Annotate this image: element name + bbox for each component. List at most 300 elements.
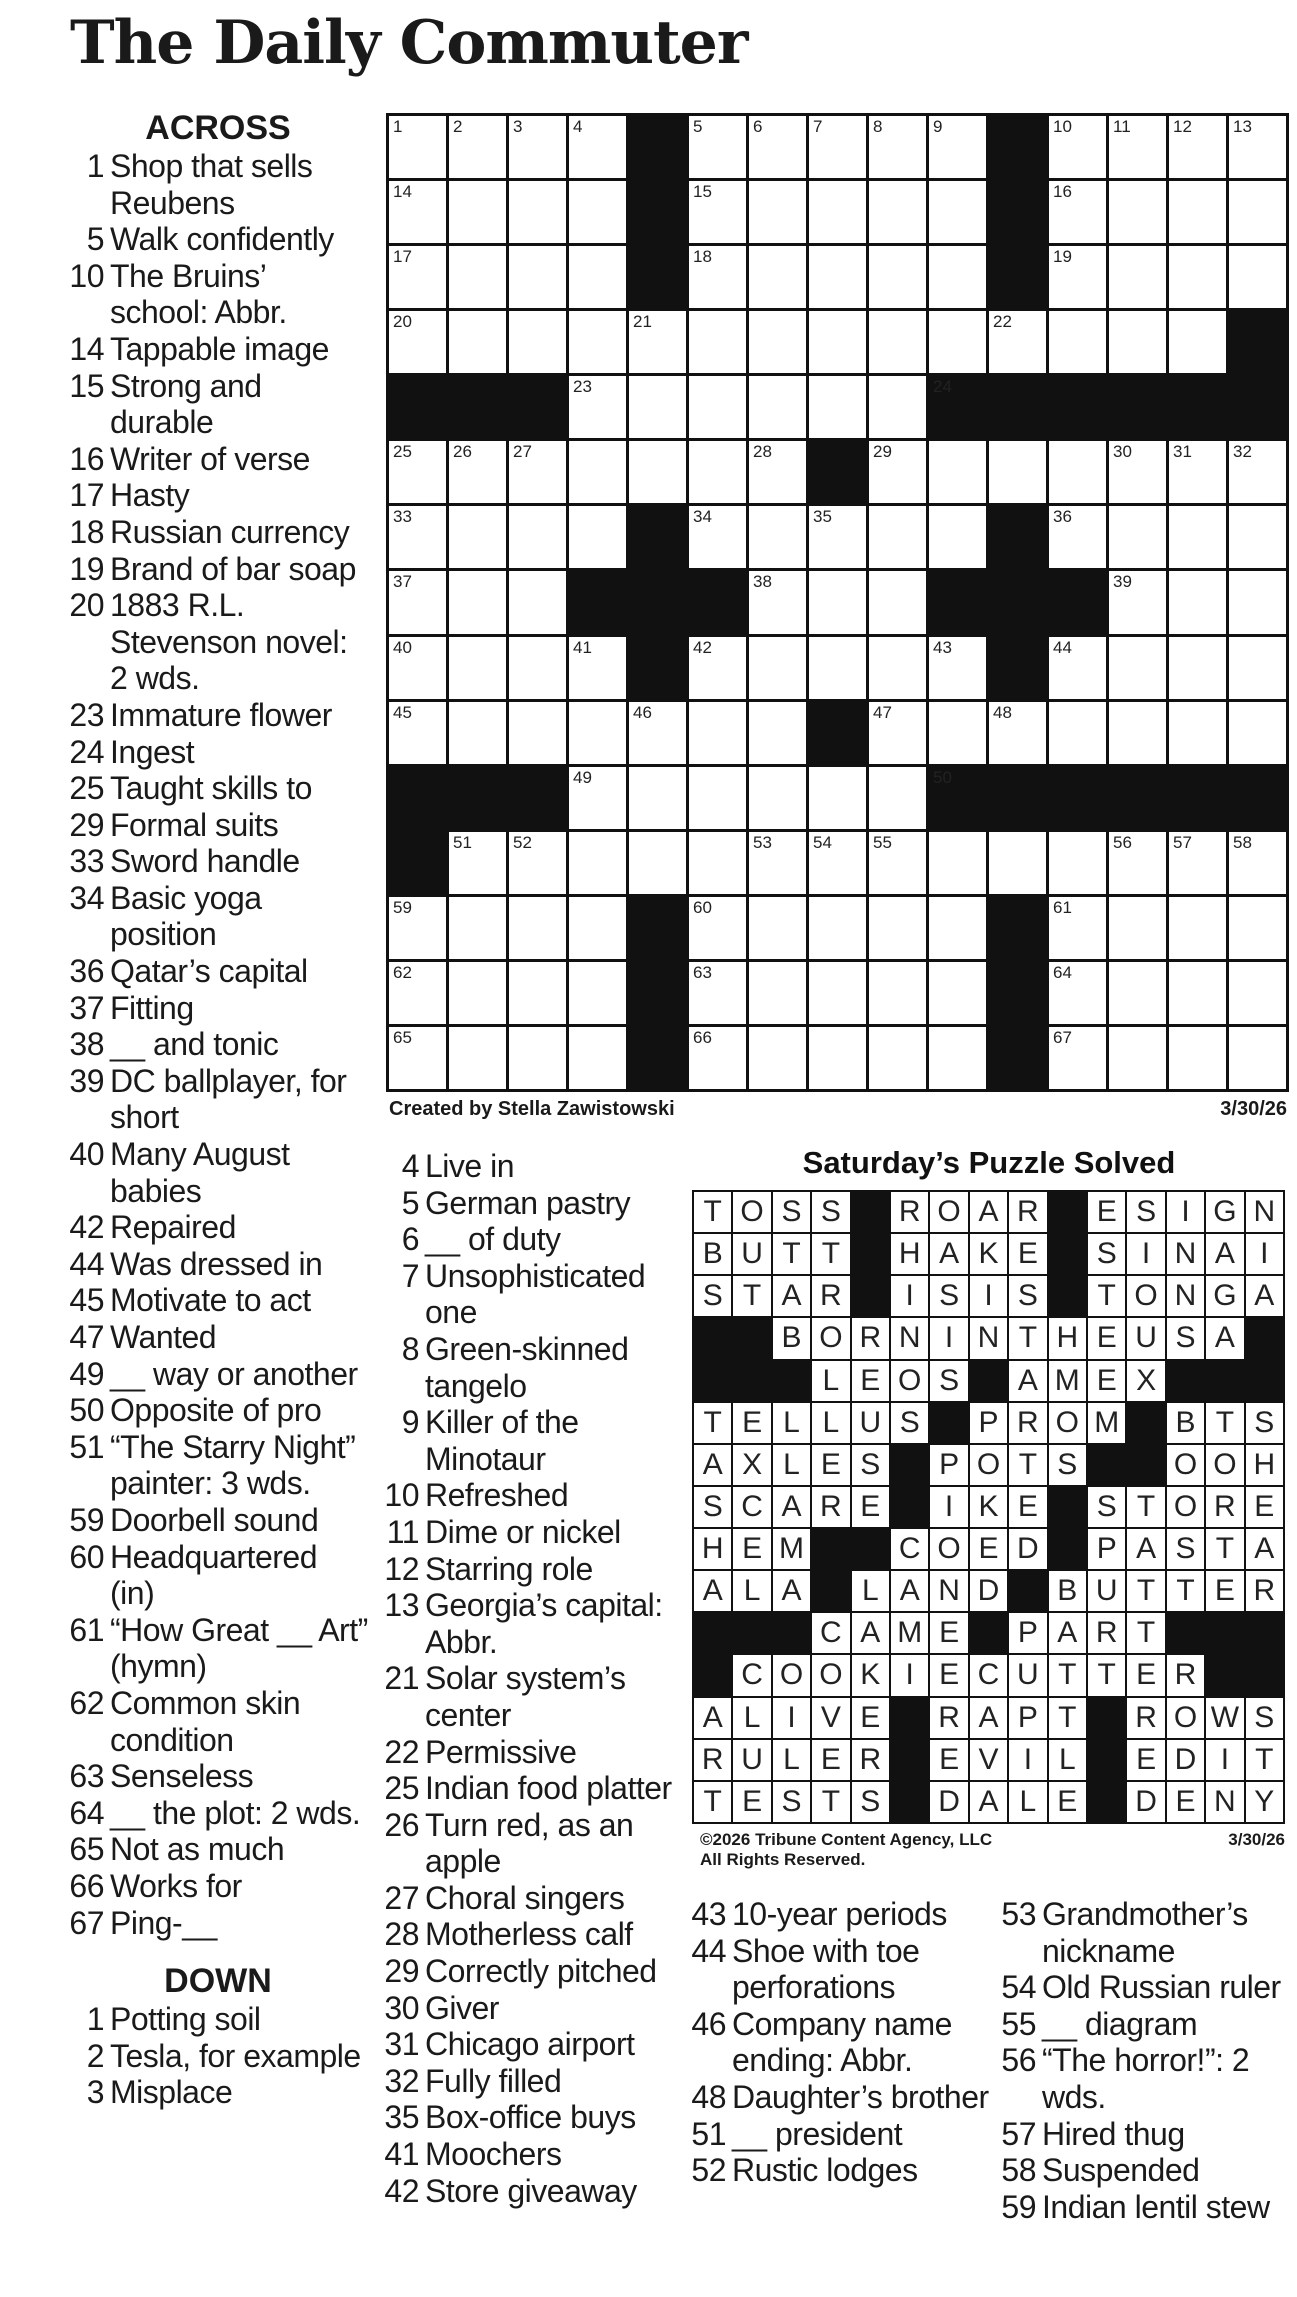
grid-cell[interactable]	[809, 116, 866, 178]
solution-letter: E	[860, 1489, 881, 1523]
grid-cell[interactable]	[1169, 962, 1226, 1024]
grid-cell[interactable]	[1169, 116, 1226, 178]
solution-letter: A	[1214, 1237, 1235, 1271]
solution-cell	[1246, 1445, 1283, 1485]
clue-text: Immature flower	[110, 696, 332, 733]
grid-cell[interactable]	[1169, 637, 1226, 699]
grid-cell[interactable]	[809, 832, 866, 894]
cell-number: 23	[573, 377, 592, 397]
solution-cell	[1167, 1445, 1204, 1485]
grid-cell[interactable]	[989, 441, 1046, 503]
down-clue-58	[1000, 2152, 1297, 2189]
solution-letter: E	[939, 1616, 960, 1650]
grid-cell[interactable]	[749, 832, 806, 894]
solution-cell	[852, 1571, 889, 1611]
grid-cell[interactable]	[389, 637, 446, 699]
solution-letter: H	[1253, 1447, 1276, 1481]
across-clue-25	[68, 770, 368, 807]
grid-cell[interactable]	[509, 832, 566, 894]
grid-cell[interactable]	[569, 441, 626, 503]
grid-cell[interactable]	[1229, 181, 1286, 243]
across-clue-20	[68, 587, 368, 697]
grid-cell[interactable]	[1049, 311, 1106, 373]
grid-cell[interactable]	[389, 702, 446, 764]
grid-cell[interactable]	[1049, 702, 1106, 764]
black-square	[1169, 376, 1226, 438]
cell-number: 7	[813, 117, 823, 136]
grid-cell[interactable]	[929, 311, 986, 373]
grid-cell[interactable]	[449, 1027, 506, 1089]
grid-cell[interactable]	[1109, 181, 1166, 243]
grid-cell[interactable]	[1169, 311, 1226, 373]
grid-cell[interactable]	[749, 962, 806, 1024]
solution-cell	[1246, 1487, 1283, 1527]
solution-letter: T	[1215, 1405, 1235, 1439]
grid-cell[interactable]	[749, 181, 806, 243]
grid-cell[interactable]	[1049, 116, 1106, 178]
grid-cell[interactable]	[749, 637, 806, 699]
grid-cell[interactable]	[1049, 832, 1106, 894]
solution-letter: E	[1057, 1784, 1078, 1818]
clue-number: 50	[69, 1392, 104, 1429]
grid-cell[interactable]	[1229, 897, 1286, 959]
grid-cell[interactable]	[1049, 181, 1106, 243]
cell-number: 11	[1113, 117, 1131, 136]
solution-letter: R	[859, 1742, 882, 1776]
grid-cell[interactable]	[569, 637, 626, 699]
grid-cell[interactable]	[629, 832, 686, 894]
grid-cell[interactable]	[1109, 311, 1166, 373]
solution-black-square	[694, 1613, 731, 1653]
grid-cell[interactable]	[1229, 1027, 1286, 1089]
grid-cell[interactable]	[809, 181, 866, 243]
grid-cell[interactable]	[449, 637, 506, 699]
grid-cell[interactable]	[569, 376, 626, 438]
grid-cell[interactable]	[389, 311, 446, 373]
grid-cell[interactable]	[389, 1027, 446, 1089]
grid-cell[interactable]	[389, 116, 446, 178]
grid-cell[interactable]	[1169, 506, 1226, 568]
grid-cell[interactable]	[1229, 116, 1286, 178]
solution-letter: I	[984, 1279, 993, 1313]
solution-letter: R	[1174, 1658, 1197, 1692]
clue-number: 58	[1001, 2152, 1036, 2189]
grid-cell[interactable]	[1169, 181, 1226, 243]
grid-cell[interactable]	[869, 506, 926, 568]
solution-letter: D	[977, 1574, 1000, 1608]
solution-letter: E	[1096, 1321, 1117, 1355]
grid-cell[interactable]	[809, 506, 866, 568]
cell-number: 47	[873, 702, 892, 722]
grid-cell[interactable]	[929, 702, 986, 764]
grid-cell[interactable]	[389, 441, 446, 503]
grid-cell[interactable]	[1229, 637, 1286, 699]
grid-cell[interactable]	[929, 441, 986, 503]
clue-text: Qatar’s capital	[110, 953, 308, 990]
grid-cell[interactable]	[1109, 897, 1166, 959]
grid-cell[interactable]	[449, 897, 506, 959]
grid-cell[interactable]	[569, 311, 626, 373]
solution-letter: C	[741, 1489, 763, 1523]
grid-cell[interactable]	[1049, 506, 1106, 568]
clue-number: 47	[69, 1319, 104, 1355]
grid-cell[interactable]	[929, 506, 986, 568]
grid-cell[interactable]	[929, 1027, 986, 1089]
grid-cell[interactable]	[449, 962, 506, 1024]
grid-cell[interactable]	[1109, 571, 1166, 633]
grid-cell[interactable]	[1229, 962, 1286, 1024]
solution-letter: R	[1095, 1616, 1118, 1650]
solution-cell	[1206, 1192, 1243, 1232]
grid-cell[interactable]	[689, 116, 746, 178]
grid-cell[interactable]	[449, 181, 506, 243]
grid-cell[interactable]	[569, 506, 626, 568]
solution-cell	[891, 1318, 928, 1358]
solution-cell	[1009, 1403, 1046, 1443]
solution-cell	[1167, 1403, 1204, 1443]
grid-cell[interactable]	[869, 962, 926, 1024]
grid-cell[interactable]	[449, 311, 506, 373]
clue-number: 59	[1001, 2188, 1036, 2225]
clue-text: __ way or another	[110, 1355, 358, 1392]
grid-cell[interactable]	[869, 181, 926, 243]
grid-cell[interactable]	[509, 441, 566, 503]
grid-cell[interactable]	[689, 311, 746, 373]
down-clue-30	[383, 1990, 683, 2027]
grid-cell[interactable]	[869, 116, 926, 178]
grid-cell[interactable]	[929, 897, 986, 959]
grid-cell[interactable]	[749, 311, 806, 373]
grid-cell[interactable]	[1169, 897, 1226, 959]
grid-cell[interactable]	[989, 702, 1046, 764]
across-clue-19	[68, 551, 368, 588]
grid-cell[interactable]	[1229, 702, 1286, 764]
solution-cell	[1167, 1698, 1204, 1738]
puzzle-credit: Created by Stella Zawistowski	[389, 1098, 675, 1120]
grid-cell[interactable]	[1049, 441, 1106, 503]
cell-number: 66	[693, 1027, 712, 1047]
grid-cell[interactable]	[389, 897, 446, 959]
grid-cell[interactable]	[1109, 962, 1166, 1024]
grid-cell[interactable]	[749, 571, 806, 633]
grid-cell[interactable]	[509, 571, 566, 633]
grid-cell[interactable]	[629, 376, 686, 438]
grid-cell[interactable]	[689, 637, 746, 699]
grid-cell[interactable]	[449, 832, 506, 894]
rights: All Rights Reserved.	[700, 1850, 866, 1869]
solution-black-square	[812, 1571, 849, 1611]
down-clue-22	[383, 1734, 683, 1771]
down-clue-29	[383, 1953, 683, 1990]
grid-cell[interactable]	[509, 116, 566, 178]
grid-cell[interactable]	[629, 441, 686, 503]
solution-letter: R	[1214, 1489, 1236, 1523]
cell-number: 25	[393, 442, 412, 462]
grid-cell[interactable]	[929, 246, 986, 308]
grid-cell[interactable]	[869, 441, 926, 503]
black-square	[1049, 767, 1106, 829]
grid-cell[interactable]	[569, 832, 626, 894]
grid-cell[interactable]	[509, 311, 566, 373]
clue-number: 53	[1001, 1896, 1036, 1932]
cell-number: 49	[573, 767, 592, 787]
solution-letter: H	[898, 1237, 921, 1271]
cell-number: 63	[693, 962, 712, 982]
grid-cell[interactable]	[809, 637, 866, 699]
grid-cell[interactable]	[809, 376, 866, 438]
clue-text: Unsophisticated one	[425, 1257, 646, 1331]
grid-cell[interactable]	[689, 962, 746, 1024]
grid-cell[interactable]	[869, 1027, 926, 1089]
solution-cell	[1127, 1318, 1164, 1358]
grid-cell[interactable]	[1109, 246, 1166, 308]
grid-cell[interactable]	[1109, 702, 1166, 764]
grid-cell[interactable]	[749, 897, 806, 959]
clue-number: 25	[69, 770, 104, 807]
black-square	[509, 376, 566, 438]
grid-cell[interactable]	[689, 702, 746, 764]
grid-cell[interactable]	[869, 702, 926, 764]
grid-cell[interactable]	[569, 1027, 626, 1089]
solution-cell	[1206, 1445, 1243, 1485]
across-clue-33	[68, 843, 368, 880]
across-clue-10	[68, 258, 368, 331]
grid-cell[interactable]	[869, 637, 926, 699]
grid-cell[interactable]	[629, 767, 686, 829]
grid-cell[interactable]	[389, 246, 446, 308]
grid-cell[interactable]	[809, 1027, 866, 1089]
solution-letter: R	[820, 1489, 842, 1523]
grid-cell[interactable]	[509, 962, 566, 1024]
solution-letter: E	[1254, 1489, 1275, 1523]
grid-cell[interactable]	[929, 962, 986, 1024]
grid-cell[interactable]	[569, 246, 626, 308]
clue-number: 46	[691, 2005, 726, 2042]
solution-cell	[1127, 1698, 1164, 1738]
solution-cell	[733, 1571, 770, 1611]
grid-cell[interactable]	[449, 571, 506, 633]
grid-cell[interactable]	[569, 962, 626, 1024]
grid-cell[interactable]	[509, 506, 566, 568]
grid-cell[interactable]	[1109, 116, 1166, 178]
grid-cell[interactable]	[689, 897, 746, 959]
solution-cell	[694, 1571, 731, 1611]
grid-cell[interactable]	[809, 311, 866, 373]
solution-cell	[812, 1276, 849, 1316]
grid-cell[interactable]	[1049, 246, 1106, 308]
clue-text: Not as much	[110, 1831, 285, 1868]
grid-cell[interactable]	[869, 311, 926, 373]
grid-cell[interactable]	[689, 832, 746, 894]
grid-cell[interactable]	[869, 897, 926, 959]
grid-cell[interactable]	[1109, 506, 1166, 568]
grid-cell[interactable]	[569, 116, 626, 178]
solution-cell	[930, 1318, 967, 1358]
solution-letter: A	[1057, 1616, 1078, 1650]
down-clue-2	[68, 2038, 368, 2075]
grid-cell[interactable]	[569, 767, 626, 829]
grid-cell[interactable]	[1229, 506, 1286, 568]
grid-cell[interactable]	[689, 376, 746, 438]
grid-cell[interactable]	[449, 702, 506, 764]
cell-number: 55	[873, 832, 892, 852]
down-clue-28	[383, 1916, 683, 1953]
grid-cell[interactable]	[689, 506, 746, 568]
grid-cell[interactable]	[449, 246, 506, 308]
grid-cell[interactable]	[809, 571, 866, 633]
grid-cell[interactable]	[689, 441, 746, 503]
solution-grid	[692, 1190, 1285, 1824]
grid-cell[interactable]	[929, 637, 986, 699]
across-clue-45	[68, 1282, 368, 1319]
cell-number: 20	[393, 312, 412, 332]
grid-cell[interactable]	[1169, 832, 1226, 894]
grid-cell[interactable]	[1229, 441, 1286, 503]
clue-text: Tesla, for example	[110, 2037, 361, 2074]
grid-cell[interactable]	[689, 767, 746, 829]
solution-letter: I	[1260, 1237, 1269, 1271]
grid-cell[interactable]	[1109, 441, 1166, 503]
across-clue-62	[68, 1685, 368, 1758]
grid-cell[interactable]	[509, 637, 566, 699]
across-clue-15	[68, 368, 368, 441]
clue-text: Fitting	[110, 989, 194, 1026]
grid-cell[interactable]	[629, 702, 686, 764]
down-clue-25	[383, 1770, 683, 1807]
solution-letter: E	[1136, 1742, 1157, 1776]
solution-cell	[852, 1613, 889, 1653]
grid-cell[interactable]	[1169, 441, 1226, 503]
across-clue-17	[68, 477, 368, 514]
solution-cell	[930, 1192, 967, 1232]
across-clue-24	[68, 734, 368, 771]
grid-cell[interactable]	[629, 311, 686, 373]
grid-cell[interactable]	[809, 962, 866, 1024]
solution-letter: O	[1134, 1279, 1158, 1313]
grid-cell[interactable]	[869, 246, 926, 308]
grid-cell[interactable]	[1049, 637, 1106, 699]
grid-cell[interactable]	[509, 246, 566, 308]
solution-cell	[1049, 1613, 1086, 1653]
grid-cell[interactable]	[1049, 962, 1106, 1024]
grid-cell[interactable]	[1109, 637, 1166, 699]
grid-cell[interactable]	[689, 181, 746, 243]
clue-text: Moochers	[425, 2136, 562, 2173]
grid-cell[interactable]	[749, 441, 806, 503]
grid-cell[interactable]	[509, 897, 566, 959]
grid-cell[interactable]	[989, 311, 1046, 373]
grid-cell[interactable]	[1109, 832, 1166, 894]
grid-cell[interactable]	[509, 181, 566, 243]
cell-number: 62	[393, 962, 412, 982]
solution-letter: S	[1175, 1321, 1196, 1355]
grid-cell[interactable]	[1169, 246, 1226, 308]
grid-cell[interactable]	[869, 376, 926, 438]
grid-cell[interactable]	[1229, 571, 1286, 633]
copyright: ©2026 Tribune Content Agency, LLC	[700, 1830, 993, 1849]
grid-cell[interactable]	[389, 181, 446, 243]
grid-cell[interactable]	[809, 767, 866, 829]
grid-cell[interactable]	[1229, 246, 1286, 308]
grid-cell[interactable]	[689, 246, 746, 308]
solution-letter: C	[820, 1616, 842, 1650]
grid-cell[interactable]	[1109, 1027, 1166, 1089]
grid-cell[interactable]	[749, 702, 806, 764]
solution-black-square	[773, 1613, 810, 1653]
grid-cell[interactable]	[449, 506, 506, 568]
grid-cell[interactable]	[869, 832, 926, 894]
solution-cell	[1206, 1698, 1243, 1738]
grid-cell[interactable]	[449, 441, 506, 503]
solution-black-square	[694, 1655, 731, 1695]
down-clue-55	[1000, 2006, 1297, 2043]
grid-cell[interactable]	[929, 832, 986, 894]
grid-cell[interactable]	[389, 506, 446, 568]
solution-letter: U	[741, 1237, 763, 1271]
clue-number: 67	[69, 1904, 104, 1941]
grid-cell[interactable]	[929, 116, 986, 178]
grid-cell[interactable]	[869, 767, 926, 829]
grid-cell[interactable]	[1169, 1027, 1226, 1089]
black-square	[809, 702, 866, 764]
solution-letter: V	[820, 1700, 841, 1734]
grid-cell[interactable]	[749, 506, 806, 568]
solution-letter: G	[1213, 1195, 1237, 1228]
black-square	[1169, 767, 1226, 829]
grid-cell[interactable]	[1049, 897, 1106, 959]
grid-cell[interactable]	[689, 1027, 746, 1089]
grid-cell[interactable]	[1169, 571, 1226, 633]
grid-cell[interactable]	[449, 116, 506, 178]
grid-cell[interactable]	[1229, 832, 1286, 894]
solution-cell	[694, 1529, 731, 1569]
solution-cell	[773, 1487, 810, 1527]
clue-text: Senseless	[110, 1758, 254, 1795]
solution-letter: S	[899, 1405, 920, 1439]
grid-cell[interactable]	[929, 181, 986, 243]
solution-letter: S	[1096, 1237, 1117, 1271]
solution-letter: I	[1181, 1195, 1190, 1228]
grid-cell[interactable]	[749, 767, 806, 829]
solution-letter: E	[1017, 1489, 1038, 1523]
solution-cell	[1206, 1782, 1243, 1822]
clue-number: 23	[69, 696, 104, 733]
grid-cell[interactable]	[749, 246, 806, 308]
grid-cell[interactable]	[749, 376, 806, 438]
cell-number: 15	[693, 182, 712, 202]
grid-cell[interactable]	[569, 897, 626, 959]
solution-letter: T	[1018, 1447, 1038, 1481]
down-clue-27	[383, 1880, 683, 1917]
clue-number: 31	[384, 2026, 419, 2063]
solution-letter: T	[821, 1784, 841, 1818]
grid-cell[interactable]	[1049, 1027, 1106, 1089]
solution-cell	[694, 1445, 731, 1485]
grid-cell[interactable]	[989, 832, 1046, 894]
grid-cell[interactable]	[1169, 702, 1226, 764]
grid-cell[interactable]	[509, 702, 566, 764]
grid-cell[interactable]	[389, 571, 446, 633]
grid-cell[interactable]	[809, 246, 866, 308]
grid-cell[interactable]	[569, 181, 626, 243]
grid-cell[interactable]	[509, 1027, 566, 1089]
grid-cell[interactable]	[869, 571, 926, 633]
grid-cell[interactable]	[389, 962, 446, 1024]
grid-cell[interactable]	[749, 1027, 806, 1089]
grid-cell[interactable]	[809, 897, 866, 959]
grid-cell[interactable]	[749, 116, 806, 178]
grid-cell[interactable]	[569, 702, 626, 764]
